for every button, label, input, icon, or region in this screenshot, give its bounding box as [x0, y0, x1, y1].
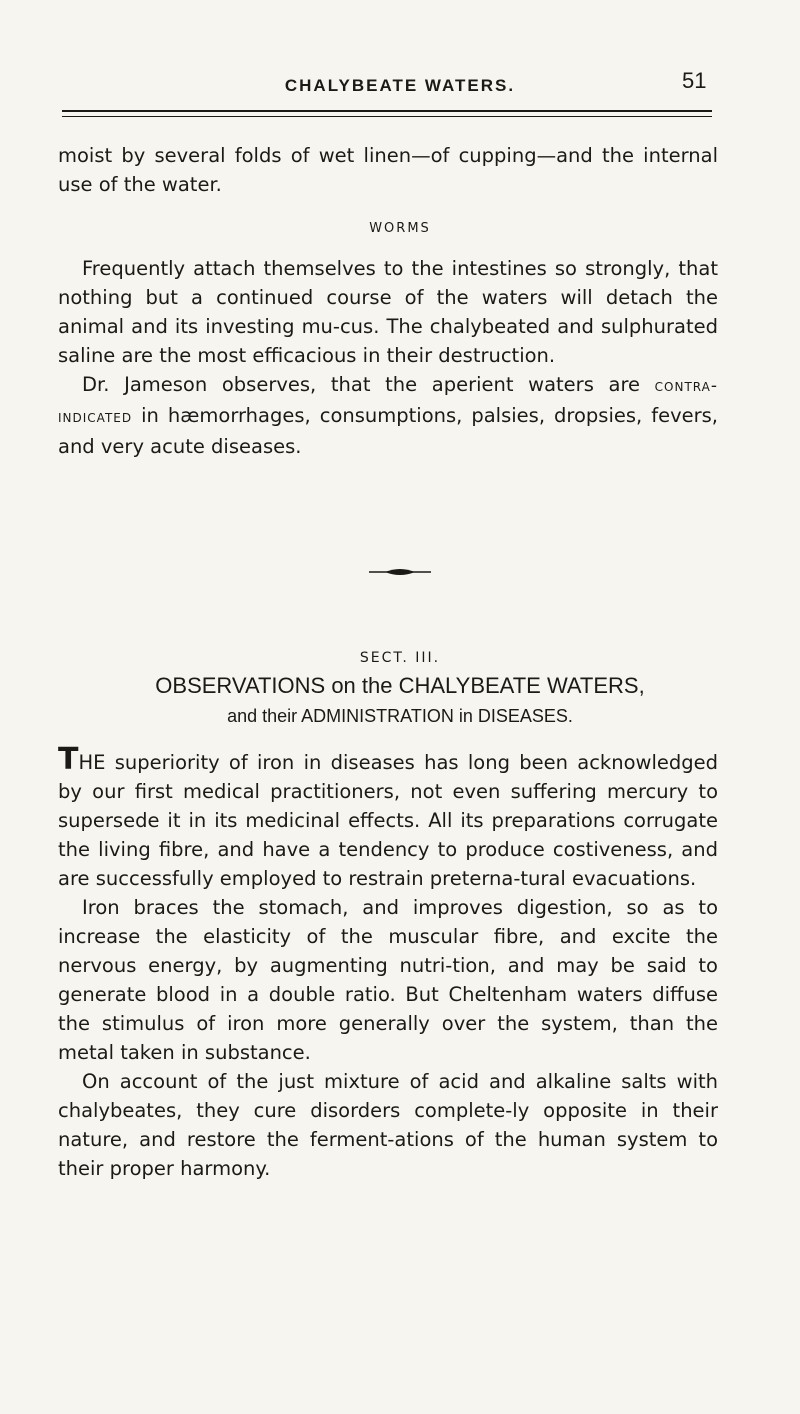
- observations-paragraph-1-body: superiority of iron in diseases has long been acknowledged by our first medical practitioners, not even suffering mercury to supersede it in its medicinal effects. All its preparations corrugate the living fibre, and have a tendency to produce costiveness, and are successfully employed to restrain preterna-tural evacuations.: [58, 751, 718, 890]
- header-rule-thin: [62, 116, 712, 117]
- observations-paragraph-2: Iron braces the stomach, and improves digestion, so as to increase the elasticity of the muscular fibre, and excite the nervous energy, by augmenting nutri-tion, and may be said to generate blood in a double ratio. But Cheltenham waters diffuse the stimulus of iron more generally over the system, than the metal taken in substance.: [58, 896, 718, 1064]
- jameson-paragraph: [58, 370, 718, 461]
- section-title-line1: OBSERVATIONS on the CHALYBEATE WATERS,: [155, 673, 645, 698]
- opening-word-rest: HE: [78, 751, 106, 774]
- worms-paragraph: Frequently attach themselves to the intestines so strongly, that nothing but a continued course of the waters will detach the animal and its investing mu-cus. The chalybeated and sulphurated saline are the most efficacious in their destruction.: [58, 257, 718, 367]
- observations-text: [58, 742, 718, 1183]
- jameson-text-after: in hæmorrhages, consumptions, palsies, dropsies, fevers, and very acute diseases.: [58, 404, 718, 458]
- page-number: 51: [682, 68, 707, 93]
- observations-paragraph-3: On account of the just mixture of acid and alkaline salts with chalybeates, they cure disorders complete-ly opposite in their nature, and restore the ferment-ations of the human system to their proper harmony.: [58, 1070, 718, 1180]
- jameson-text-before: Dr. Jameson observes, that the aperient waters are: [82, 373, 641, 396]
- contra-indicated-term: contra-indicated: [58, 376, 718, 427]
- drop-cap: T: [58, 742, 79, 777]
- worms-heading: WORMS: [369, 221, 431, 236]
- header-rule-thick: [62, 110, 712, 112]
- section-number: SECT. III.: [359, 650, 441, 666]
- continuation-text: [58, 141, 718, 199]
- continuation-paragraph: moist by several folds of wet linen—of cupping—and the internal use of the water.: [58, 144, 718, 196]
- section-title-line2: and their ADMINISTRATION in DISEASES.: [227, 706, 573, 726]
- ornament-divider-icon: [367, 566, 433, 578]
- worms-text: [58, 254, 718, 461]
- observations-paragraph-1: [58, 742, 718, 893]
- running-head: CHALYBEATE WATERS.: [284, 76, 516, 95]
